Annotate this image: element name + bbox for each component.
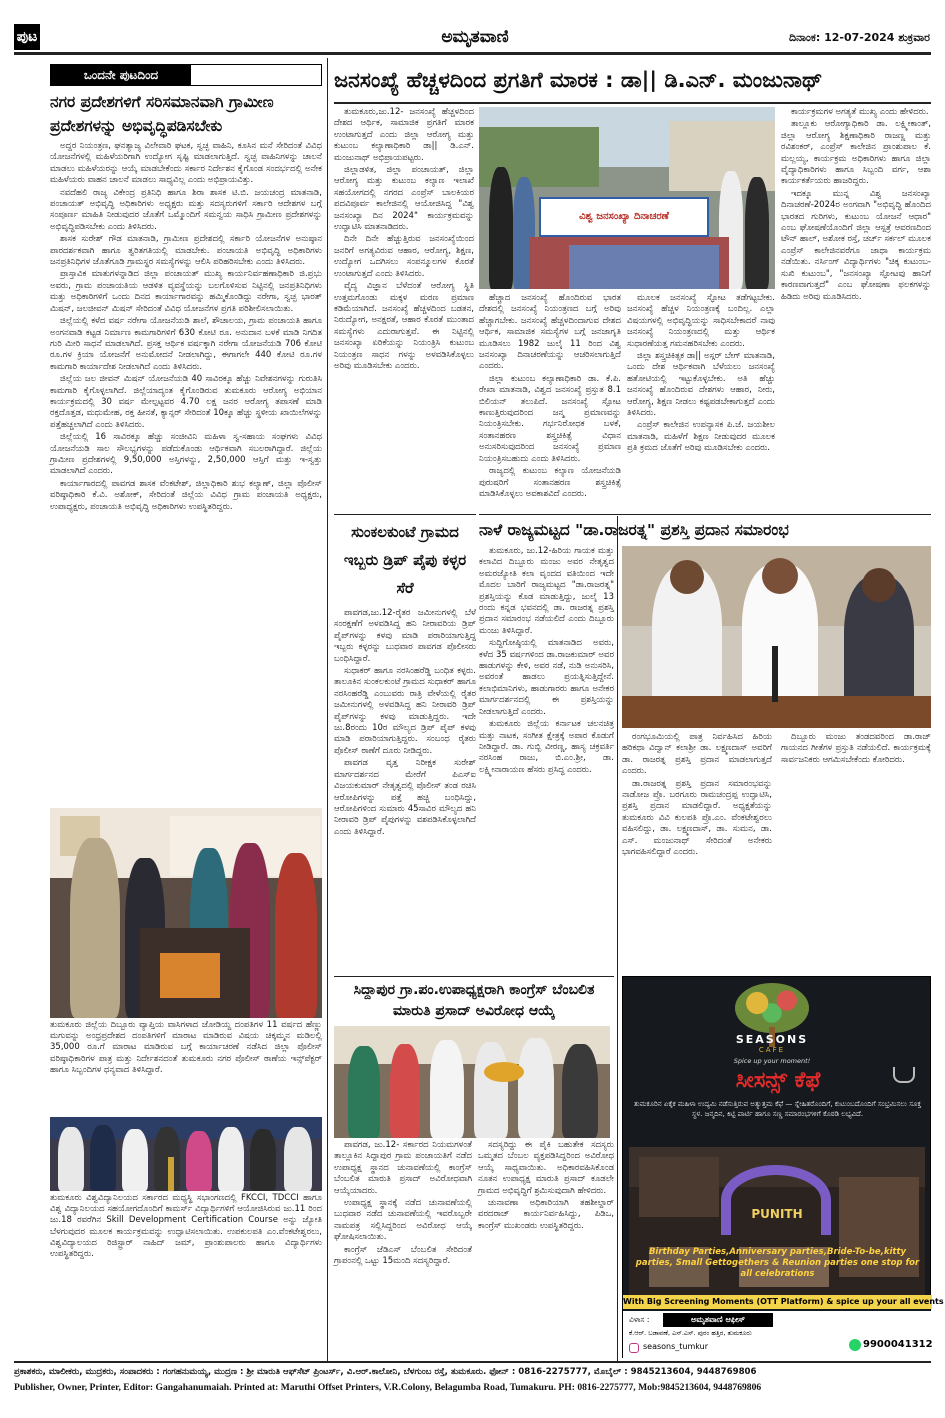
vice-president-felicitation-photo xyxy=(334,1026,610,1138)
population-day-rally-photo xyxy=(479,107,775,289)
ad-address-label: ವಿಳಾಸ : xyxy=(629,1315,650,1324)
ad-name: ಸೀಸನ್ಸ್ ಕೆಫೆ xyxy=(735,1068,821,1093)
footer-rule xyxy=(14,1361,931,1363)
balloon-letters: PUNITH xyxy=(751,1207,803,1221)
skill-course-inauguration-photo xyxy=(50,1117,322,1191)
footer-line-english: Publisher, Owner, Printer, Editor: Gangahanumaiah. Printed at: Maruthi Offset Printers, V.R.Colony, Belagumba Road, Tumakuru. PH: 0816-2275777, Mob:9845213604, 9448769806 xyxy=(14,1382,762,1393)
ad-logo-sub: CAFE xyxy=(758,1046,786,1054)
article2-headline: ಜನಸಂಖ್ಯೆ ಹೆಚ್ಚಳದಿಂದ ಪ್ರಗತಿಗೆ ಮಾರಕ : ಡಾ|| ಡಿ.ಎನ್. ಮಂಜುನಾಥ್ xyxy=(334,68,823,92)
ad-offer-text: Birthday Parties,Anniversary parties,Bride-To-be,kitty parties, Small Gettogethers & Reunion parties one stop for all celebrations xyxy=(635,1247,920,1279)
page-label: ಪುಟ 4 xyxy=(14,24,40,50)
article5-body-left: ಪಾವಗಡ, ಜು.12- ಸರ್ಕಾರದ ನಿಯಮಗಳಂತೆ ತಾಲ್ಲೂಕಿನ ಸಿದ್ದಾಪುರ ಗ್ರಾಮ ಪಂಚಾಯತಿಗೆ ನಡೆದ ಉಪಾಧ್ಯಕ್ಷ ಸ್ಥಾನದ ಚುನಾವಣೆಯಲ್ಲಿ ಕಾಂಗ್ರೆಸ್ ಬೆಂಬಲಿತ ಮಾರುತಿ ಪ್ರಸಾದ್ ಅವಿರೋಧವಾಗಿ ಆಯ್ಕೆಯಾದರು. ಉಪಾಧ್ಯಕ್ಷ ಸ್ಥಾನಕ್ಕೆ ನಡೆದ ಚುನಾವಣೆಯಲ್ಲಿ ಬುಧವಾರ ನಡೆದ ಚುನಾವಣೆಯಲ್ಲಿ ಇವರೊಬ್ಬರೇ ನಾಮಪತ್ರ ಸಲ್ಲಿಸಿದ್ದರಿಂದ ಅವಿರೋಧ ಆಯ್ಕೆ ಘೋಷಿಸಲಾಯಿತು. ಕಾಂಗ್ರೆಸ್ ಜೆಡಿಎಸ್ ಬೆಂಬಲಿತ ಸೇರಿದಂತೆ ಗ್ರಾಪಂನಲ್ಲಿ ಒಟ್ಟು 15ಮಂದಿ ಸದಸ್ಯರಿದ್ದಾರೆ. xyxy=(334,1140,472,1267)
section-rule xyxy=(334,514,476,515)
article5-body-right: ಸದಸ್ಯರಿದ್ದು ಈ ಪೈಕಿ ಬಹುತೇಕ ಸದಸ್ಯರು ಒಮ್ಮತದ ಬೆಂಬಲ ವ್ಯಕ್ತಪಡಿಸಿದ್ದರಿಂದ ಅವಿರೋಧ ಆಯ್ಕೆ ಸಾಧ್ಯವಾಯಿತು. ಅಧಿಕಾರವಹಿಸಿಕೊಂಡ ನೂತನ ಉಪಾಧ್ಯಕ್ಷ ಮಾರುತಿ ಪ್ರಸಾದ್ ಕೂಡಲೇ ಗ್ರಾಮದ ಅಭಿವೃದ್ಧಿಗೆ ಶ್ರಮಿಸುವುದಾಗಿ ಹೇಳಿದರು. ಚುನಾವಣಾ ಅಧಿಕಾರಿಯಾಗಿ ತಹಶೀಲ್ದಾರ್ ವರದರಾಜ್ ಕಾರ್ಯನಿರ್ವಹಿಸಿದ್ದು, ಪಿಡಿಒ, ಕಾಂಗ್ರೆಸ್ ಮುಖಂಡರು ಉಪಸ್ಥಿತರಿದ್ದರು. xyxy=(478,1140,614,1231)
article2-body-right: ಮೂಲಕ ಜನಸಂಖ್ಯೆ ಸ್ಫೋಟ ತಡೆಗಟ್ಟಬೇಕು. ಜನಸಂಖ್ಯೆ ಹೆಚ್ಚಳ ನಿಯಂತ್ರಣಕ್ಕೆ ಬಂದಿಲ್ಲ. ಎಲ್ಲಾ ವಿಷಯಗಳಲ್ಲಿ ಅಭಿವೃದ್ಧಿಯನ್ನು ಸಾಧಿಸಬೇಕಾದರೆ ನಾವು ಜನಸಂಖ್ಯೆ ನಿಯಂತ್ರಣದಲ್ಲಿ ಮತ್ತು ಆರ್ಥಿಕ ಸುಧಾರಣೆಯತ್ತ ಗಮನಹರಿಸಬೇಕು ಎಂದರು. ಜಿಲ್ಲಾ ಶಸ್ತ್ರಚಿಕಿತ್ಸಕ ಡಾ|| ಅಸ್ಗರ್ ಬೇಗ್ ಮಾತನಾಡಿ, ಒಂದು ದೇಶ ಆರ್ಥಿಕವಾಗಿ ಬೆಳೆಯಲು ಜನಸಂಖ್ಯೆ ಹತೋಟಿಯಲ್ಲಿ ಇಟ್ಟುಕೊಳ್ಳಬೇಕು. ಅತಿ ಹೆಚ್ಚು ಜನಸಂಖ್ಯೆ ಹೊಂದಿರುವ ದೇಶಗಳು ಆಹಾರ, ನೀರು, ಆರೋಗ್ಯ, ಶಿಕ್ಷಣ ನೀಡಲು ಕಷ್ಟಪಡಬೇಕಾಗುತ್ತದೆ ಎಂದು ತಿಳಿಸಿದರು. ಎಂಪ್ರೆಸ್ ಕಾಲೇಜಿನ ಉಪನ್ಯಾಸಕ ಪಿ.ಜೆ. ಜಯಶೀಲ ಮಾತನಾಡಿ, ಮಹಿಳೆಗೆ ಶಿಕ್ಷಣ ನೀಡುವುದರ ಮೂಲಕ ಪ್ರತಿ ಕ್ರಮದ ಜೊತೆಗೆ ಅರಿವು ಮೂಡಿಸಬೇಕು ಎಂದರು. xyxy=(627,293,775,454)
article4-body-right: ದಿಬ್ಬೂರು ಮಂಜು ತಂಡದವರಿಂದ ಡಾ.ರಾಜ್ ಗಾಯನದ ಗೀತೆಗಳ ಪ್ರಸ್ತುತಿ ನಡೆಯಲಿದೆ. ಕಾರ್ಯಕ್ರಮಕ್ಕೆ ಸಾರ್ವಜನಿಕರು ಆಗಮಿಸಬೇಕೆಂದು ಕೋರಿದರು. xyxy=(781,732,931,765)
ad-address-line: ಕೆ.ಆರ್. ಬಡಾವಣೆ, ಎಸ್.ಎಸ್. ಪುರಂ ಹತ್ತಿರ, ತುಮಕೂರು xyxy=(629,1329,752,1337)
paper-name: ಅಮೃತವಾಣಿ xyxy=(441,27,509,47)
article2-body-mid: ಹೆಚ್ಚಾದ ಜನಸಂಖ್ಯೆ ಹೊಂದಿರುವ ಭಾರತ ದೇಶದಲ್ಲಿ ಜನಸಂಖ್ಯೆ ನಿಯಂತ್ರಣದ ಬಗ್ಗೆ ಅರಿವು ಹೆಚ್ಚಾಗಬೇಕು. ಜನಸಂಖ್ಯೆ ಹೆಚ್ಚಳದಿಂದಾಗುವ ದೇಶದ ಆರ್ಥಿಕ, ಸಾಮಾಜಿಕ ಸಮಸ್ಯೆಗಳ ಬಗ್ಗೆ ಜನಜಾಗೃತಿ ಮೂಡಿಸಲು 1982 ಜುಲೈ 11 ರಿಂದ ವಿಶ್ವ ಜನಸಂಖ್ಯಾ ದಿನಾಚರಣೆಯನ್ನು ಆಚರಿಸಲಾಗುತ್ತಿದೆ ಎಂದರು. ಜಿಲ್ಲಾ ಕುಟುಂಬ ಕಲ್ಯಾಣಾಧಿಕಾರಿ ಡಾ. ಕೆ.ಪಿ. ರೇಖಾ ಮಾತನಾಡಿ, ವಿಶ್ವದ ಜನಸಂಖ್ಯೆ ಪ್ರಸ್ತುತ 8.1 ಬಿಲಿಯನ್ ತಲುಪಿದೆ. ಜನಸಂಖ್ಯೆ ಸ್ಫೋಟ ಕಾಣುತ್ತಿರುವುದರಿಂದ ಜನ್ಮ ಪ್ರಮಾಣವನ್ನು ನಿಯಂತ್ರಿಸಬೇಕು. ಗರ್ಭನಿರೋಧಕ ಬಳಕೆ, ಸಂತಾನಹರಣ ಶಸ್ತ್ರಚಿಕಿತ್ಸೆ ವಿಧಾನ ಅನುಸರಿಸುವುದರಿಂದ ಜನಸಂಖ್ಯೆ ಪ್ರಮಾಣ ನಿಯಂತ್ರಿಸಬಹುದು ಎಂದು ತಿಳಿಸಿದರು. ರಾಜ್ಯದಲ್ಲಿ ಕುಟುಂಬ ಕಲ್ಯಾಣ ಯೋಜನೆಯಡಿ ಪುರುಷರಿಗೆ ಸಂತಾನಹರಣ ಶಸ್ತ್ರಚಿಕಿತ್ಸೆ ಮಾಡಿಸಿಕೊಳ್ಳಲು ಅವಕಾಶವಿದೆ ಎಂದರು. xyxy=(479,293,621,499)
section-rule xyxy=(334,976,614,977)
article2-body-far-right: ಕಾರ್ಯಕ್ರಮಗಳ ಅಗತ್ಯತೆ ಮುಖ್ಯ ಎಂದು ಹೇಳಿದರು. ತಾಲ್ಲೂಕು ಆರೋಗ್ಯಾಧಿಕಾರಿ ಡಾ. ಲಕ್ಷ್ಮೀಕಾಂತ್, ಜಿಲ್ಲಾ ಆರೋಗ್ಯ ಶಿಕ್ಷಣಾಧಿಕಾರಿ ರಾಜಣ್ಣ ಮತ್ತು ರವಿಶಂಕರ್, ಎಂಪ್ರೆಸ್ ಕಾಲೇಜಿನ ಪ್ರಾಂಶುಪಾಲ ಕೆ. ಮಲ್ಲಯ್ಯ, ಕಾರ್ಯಕ್ರಮ ಅಧಿಕಾರಿಗಳು ಹಾಗೂ ಜಿಲ್ಲಾ ವೈದ್ಯಾಧಿಕಾರಿಗಳು ಹಾಗೂ ಸಿಬ್ಬಂದಿ ವರ್ಗ, ಆಶಾ ಕಾರ್ಯಕರ್ತೆಯರು ಹಾಜರಿದ್ದರು. ಇದಕ್ಕೂ ಮುನ್ನ ವಿಶ್ವ ಜನಸಂಖ್ಯಾ ದಿನಾಚರಣೆ-2024ರ ಅಂಗವಾಗಿ "ಅಭಿವೃದ್ಧಿ ಹೊಂದಿದ ಭಾರತದ ಗುರಿಗಳು, ಕುಟುಂಬ ಯೋಜನೆ ಆಧಾರ" ಎಂಬ ಘೋಷಣೆಯೊಂದಿಗೆ ಜಿಲ್ಲಾ ಆಸ್ಪತ್ರೆ ಆವರಣದಿಂದ ಟೌನ್ ಹಾಲ್, ಅಶೋಕ ರಸ್ತೆ, ಚರ್ಚ್ ಸರ್ಕಲ್ ಮೂಲಕ ಎಂಪ್ರೆಸ್ ಕಾಲೇಜಿನವರೆಗೂ ಜಾಥಾ ಕಾರ್ಯಕ್ರಮ ನಡೆಯಿತು. ನರ್ಸಿಂಗ್ ವಿದ್ಯಾರ್ಥಿಗಳು "ಚಿಕ್ಕ ಕುಟುಂಬ-ಸುಖಿ ಕುಟುಂಬ", "ಜನಸಂಖ್ಯಾ ಸ್ಫೋಟವು ಹಾನಿಗೆ ಕಾರಣವಾಗುತ್ತದೆ" ಎಂಬ ಘೋಷಣಾ ಫಲಕಗಳನ್ನು ಹಿಡಿದು ಅರಿವು ಮೂಡಿಸಿದರು. xyxy=(781,107,931,302)
ad-tagline: Spice up your moment! xyxy=(733,1057,811,1065)
masthead xyxy=(0,0,945,71)
seasons-cafe-ad xyxy=(622,976,944,1358)
column-divider xyxy=(617,516,618,1361)
section-label: ಒಂದನೇ ಪುಟದಿಂದ xyxy=(50,64,322,86)
footer-line-kannada: ಪ್ರಕಾಶಕರು, ಮಾಲೀಕರು, ಮುದ್ರಕರು, ಸಂಪಾದಕರು : ಗಂಗಹನುಮಯ್ಯ, ಮುದ್ರಣ : ಶ್ರೀ ಮಾರುತಿ ಆಫ್‌ಸೆಟ್ ಪ್ರಿಂಟರ್ಸ್, ವಿ.ಆರ್.ಕಾಲೋನಿ, ಬೆಳಗುಂಬ ರಸ್ತೆ, ತುಮಕೂರು. ಫೋನ್ : 0816-2275777, ಮೊಬೈಲ್ : 9845213604, 9448769806 xyxy=(14,1367,757,1377)
article3-body: ಪಾವಗಡ,ಜು.12-ರೈತರ ಜಮೀನುಗಳಲ್ಲಿ ಬೆಳೆ ಸಂರಕ್ಷಣೆಗೆ ಅಳವಡಿಸಿದ್ದ ಹನಿ ನೀರಾವರಿಯ ಡ್ರಿಪ್ ಪೈಪ್‌ಗಳನ್ನು ಕಳವು ಮಾಡಿ ಪರಾರಿಯಾಗುತ್ತಿದ್ದ ಇಬ್ಬರು ಕಳ್ಳರನ್ನು ಬುಧವಾರ ಪಾವಗಡ ಪೊಲೀಸರು ಬಂಧಿಸಿದ್ದಾರೆ. ಸುಧಾಕರ್ ಹಾಗೂ ನರಸಿಂಹರೆಡ್ಡಿ ಬಂಧಿತ ಕಳ್ಳರು. ತಾಲೂಕಿನ ಸುಂಕಲಕುಂಟೆ ಗ್ರಾಮದ ಸುಧಾಕರ್ ಹಾಗೂ ನರಸಿಂಹರೆಡ್ಡಿ ಎಂಬುವರು ರಾತ್ರಿ ವೇಳೆಯಲ್ಲಿ ರೈತರ ಜಮೀನುಗಳಲ್ಲಿ ಅಳವಡಿಸಿದ್ದ ಹನಿ ನೀರಾವರಿ ಡ್ರಿಪ್ ಪೈಪ್‌ಗಳನ್ನು ಕಳವು ಮಾಡುತ್ತಿದ್ದರು. ಇದೇ ಜು.8ರಂದು 10ರ ಮೌಲ್ಯದ ಡ್ರಿಪ್ ಪೈಪ್ ಕಳವು ಮಾಡಿ ಪರಾರಿಯಾಗುತ್ತಿದ್ದರು. ಸಂಬಂಧ ರೈತರು ಪೊಲೀಸ್ ಠಾಣೆಗೆ ದೂರು ನೀಡಿದ್ದರು. ಪಾವಗಡ ವೃತ್ತ ನಿರೀಕ್ಷಕ ಸುರೇಶ್ ಮಾರ್ಗದರ್ಶನದ ಮೇರೆಗೆ ಪಿಎಸ್‌ಐ ವಿಜಯಕುಮಾರ್ ನೇತೃತ್ವದಲ್ಲಿ ಪೊಲೀಸ್ ತಂಡ ರಚಿಸಿ ಆರೋಪಿಗಳನ್ನು ಪತ್ತೆ ಹಚ್ಚಿ ಬಂಧಿಸಿದ್ದು, ಆರೋಪಿಗಳಿಂದ ಸುಮಾರು 45ಸಾವಿರ ಮೌಲ್ಯದ ಹನಿ ನೀರಾವರಿ ಡ್ರಿಪ್ ಪೈಪುಗಳನ್ನು ವಶಪಡಿಸಿಕೊಳ್ಳಲಾಗಿದೆ ಎಂದು ತಿಳಿಸಿದ್ದಾರೆ. xyxy=(334,608,476,837)
instagram-icon xyxy=(629,1343,639,1353)
ad-social-handle: seasons_tumkur xyxy=(643,1342,709,1351)
article1-body: ಅದ್ದರ ನಿಯಂತ್ರಣ, ಘನತ್ಯಾಜ್ಯ ವಿಲೇವಾರಿ ಘಟಕ, ಸ್ವಚ್ಛ ವಾಹಿನಿ, ಕೂಸಿನ ಮನೆ ಸೇರಿದಂತೆ ವಿವಿಧ ಯೋಜನೆಗಳಲ್ಲಿ ಮಹಿಳೆಯರಿಗಾಗಿ ಉದ್ಯೋಗ ಸೃಷ್ಟಿ ಮಾಡಲಾಗುತ್ತಿದೆ. ಸ್ವಚ್ಛ ವಾಹಿನಿಗಳನ್ನು ಚಾಲನೆ ಮಾಡಲು ಮಹಿಳೆಯರನ್ನು ಆಯ್ಕೆ ಮಾಡಬೇಕೆಂದು ಸರ್ಕಾರ ನಿರ್ದೇಶನ ಕೈಗೊಂಡ ಸಂದರ್ಭದಲ್ಲಿ ಅನೇಕ ಮಹಿಳೆಯರು ವಾಹನ ಚಾಲನೆ ಮಾಡಲು ಸಾಧ್ಯವಿಲ್ಲ ಎಂದು ಅಭಿಪ್ರಾಯವಿತ್ತು. ನವದೆಹಲಿ ರಾಜ್ಯ ವಿಕೇಂದ್ರ ಪ್ರತಿನಿಧಿ ಹಾಗೂ ಶಿರಾ ಶಾಸಕ ಟಿ.ಬಿ. ಜಯಚಂದ್ರ ಮಾತನಾಡಿ, ಪಂಚಾಯತ್ ಅಭಿವೃದ್ಧಿ ಅಧಿಕಾರಿಗಳು ಅಧ್ಯಕ್ಷರು ಮತ್ತು ಸದಸ್ಯರುಗಳಿಗೆ ಸರ್ಕಾರಿ ಆದೇಶಗಳ ಬಗ್ಗೆ ಸಂಪೂರ್ಣ ಮಾಹಿತಿ ನೀಡುವುದರ ಜೊತೆಗೆ ಒಮ್ಮೊಂದಿಗೆ ಸಮನ್ವಯ ಸಾಧಿಸಿ ಗ್ರಾಮೀಣ ಪ್ರದೇಶಗಳನ್ನು ಅಭಿವೃದ್ಧಿಪಡಿಸಬೇಕು ಎಂದು ತಿಳಿಸಿದರು. ಶಾಸಕ ಸುರೇಶ್ ಗೌಡ ಮಾತನಾಡಿ, ಗ್ರಾಮೀಣ ಪ್ರದೇಶದಲ್ಲಿ ಸರ್ಕಾರಿ ಯೋಜನೆಗಳ ಅನುಷ್ಠಾನ ಪಾರದರ್ಶಕವಾಗಿ ಹಾಗೂ ತ್ವರಿತಗತಿಯಲ್ಲಿ ಮಾಡಬೇಕು. ಪಂಚಾಯತಿ ಅಭಿವೃದ್ಧಿ ಅಧಿಕಾರಿಗಳು ಜನಪ್ರತಿನಿಧಿಗಳ ಜೊತೆಗೂಡಿ ಗ್ರಾಮಸ್ಥರ ಸಮಸ್ಯೆಗಳನ್ನು ಆಲಿಸಿ ಪರಿಹರಿಸಬೇಕು ಎಂದು ತಿಳಿಸಿದರು. ಪ್ರಾಸ್ತಾವಿಕ ಮಾತುಗಳನ್ನಾಡಿದ ಜಿಲ್ಲಾ ಪಂಚಾಯತ್ ಮುಖ್ಯ ಕಾರ್ಯನಿರ್ವಹಣಾಧಿಕಾರಿ ಜಿ.ಪ್ರಭು ಅವರು, ಗ್ರಾಮ ಪಂಚಾಯತಿಯ ಆಡಳಿತ ವ್ಯವಸ್ಥೆಯನ್ನು ಬಲಗೊಳಿಸುವ ನಿಟ್ಟಿನಲ್ಲಿ ಜನಪ್ರತಿನಿಧಿಗಳು ಮತ್ತು ಅಧಿಕಾರಿಗಳಿಗೆ ಒಂದು ದಿನದ ಕಾರ್ಯಾಗಾರವನ್ನು ಹಮ್ಮಿಕೊಂಡಿದ್ದು ನರೇಗಾ, ಸ್ವಚ್ಛ ಭಾರತ್ ಮಿಷನ್, ಜಲಜೀವನ್ ಮಿಷನ್ ಸೇರಿದಂತೆ ವಿವಿಧ ಯೋಜನೆಗಳ ಪ್ರಗತಿ ಪರಿಶೀಲಿಸಲಾಯಿತು. ಜಿಲ್ಲೆಯಲ್ಲಿ ಕಳೆದ ವರ್ಷ ನರೇಗಾ ಯೋಜನೆಯಡಿ ಶಾಲೆ, ಶೌಚಾಲಯ, ಗ್ರಾಮ ಪಂಚಾಯತಿ ಹಾಗೂ ಅಂಗನವಾಡಿ ಕಟ್ಟಡ ನಿರ್ಮಾಣ ಕಾಮಗಾರಿಗಳಿಗೆ 630 ಕೋಟಿ ರೂ. ಅನುದಾನ ಬಳಕೆ ಮಾಡಿ ನಿಗದಿತ ಗುರಿ ಮೀರಿ ಸಾಧನೆ ಮಾಡಲಾಗಿದೆ. ಪ್ರಸಕ್ತ ಆರ್ಥಿಕ ವರ್ಷಕ್ಕಾಗಿ ನರೇಗಾ ಯೋಜನೆಯಡಿ 706 ಕೋಟಿ ರೂ.ಗಳ ಕ್ರಿಯಾ ಯೋಜನೆಗೆ ಅನುಮೋದನೆ ನೀಡಲಾಗಿದ್ದು, ಈಗಾಗಲೇ 440 ಕೋಟಿ ರೂ.ಗಳ ಕಾಮಗಾರಿ ಕಾರ್ಯಾದೇಶ ನೀಡಲಾಗಿದೆ ಎಂದು ತಿಳಿಸಿದರು. ಜಿಲ್ಲೆಯ ಜಲ ಜೀವನ್ ಮಿಷನ್ ಯೋಜನೆಯಡಿ 40 ಸಾವಿರಕ್ಕೂ ಹೆಚ್ಚು ನಿವೇಶನಗಳನ್ನು ಗುರುತಿಸಿ ಕಾಮಗಾರಿ ಕೈಗೊಳ್ಳಲಾಗಿದೆ. ಜಿಲ್ಲೆಯಾದ್ಯಂತ ಕೈಗೊಂಡಿರುವ ತುಮಕೂರು ಆರೋಗ್ಯ ಅಭಿಯಾನ ಕಾರ್ಯಕ್ರಮದಲ್ಲಿ 30 ವರ್ಷ ಮೇಲ್ಪಟ್ಟವರ 4.70 ಲಕ್ಷ ಜನರ ಆರೋಗ್ಯ ತಪಾಸಣೆ ಮಾಡಿ ರಕ್ತದೊತ್ತಡ, ಮಧುಮೇಹ, ರಕ್ತ ಹೀನತೆ, ಕ್ಯಾನ್ಸರ್ ಸೇರಿದಂತೆ 10ಕ್ಕೂ ಹೆಚ್ಚು ಸ್ಥಳೀಯ ಖಾಯಿಲೆಗಳನ್ನು ಪತ್ತೆಹಚ್ಚಲಾಗಿದೆ ಎಂದು ತಿಳಿಸಿದರು. ಜಿಲ್ಲೆಯಲ್ಲಿ 16 ಸಾವಿರಕ್ಕೂ ಹೆಚ್ಚು ಸಂಜೀವಿನಿ ಮಹಿಳಾ ಸ್ವ-ಸಹಾಯ ಸಂಘಗಳು ವಿವಿಧ ಯೋಜನೆಯಡಿ ಸಾಲ ಸೌಲಭ್ಯಗಳನ್ನು ಪಡೆದುಕೊಂಡು ಆರ್ಥಿಕವಾಗಿ ಸಬಲರಾಗಿದ್ದಾರೆ. ಜಿಲ್ಲೆಯ ಗ್ರಾಮೀಣ ಪ್ರದೇಶಗಳಲ್ಲಿ 9,50,000 ಅಸ್ತಿಗಳನ್ನು, 2,50,000 ಆಸ್ತಿಗೆ ಮತ್ತು ಇ-ಸ್ವತ್ತು ಮಾಡಲಾಗಿದೆ ಎಂದರು. ಕಾರ್ಯಾಗಾರದಲ್ಲಿ ಪಾವಗಡ ಶಾಸಕ ವೆಂಕಟೇಶ್, ಜಿಲ್ಲಾಧಿಕಾರಿ ಶುಭ ಕಲ್ಯಾಣ್, ಜಿಲ್ಲಾ ಪೊಲೀಸ್ ವರಿಷ್ಠಾಧಿಕಾರಿ ಕೆ.ವಿ. ಅಶೋಕ್, ಸೇರಿದಂತೆ ಜಿಲ್ಲೆಯ ವಿವಿಧ ಗ್ರಾಮ ಪಂಚಾಯತಿ ಅಧ್ಯಕ್ಷರು, ಉಪಾಧ್ಯಕ್ಷರು, ಪಂಚಾಯತಿ ಅಭಿವೃದ್ಧಿ ಅಧಿಕಾರಿಗಳು ಉಪಸ್ಥಿತರಿದ್ದರು. xyxy=(50,141,322,512)
article3-headline: ಸುಂಕಲಕುಂಟೆ ಗ್ರಾಮದ ಇಬ್ಬರು ಡ್ರಿಪ್ ಪೈಪು ಕಳ್ಳರ ಸೆರೆ xyxy=(343,523,467,597)
ad-logo-text: SEASONS xyxy=(735,1033,809,1046)
masthead-rule xyxy=(14,52,931,55)
ad-address-brand: ಅಮೃತವಾಣಿ ಆಫೀಸ್ xyxy=(663,1313,773,1327)
article1-headline: ನಗರ ಪ್ರದೇಶಗಳಿಗೆ ಸರಿಸಮಾನವಾಗಿ ಗ್ರಾಮೀಣ ಪ್ರದೇಶಗಳನ್ನು ಅಭಿವೃದ್ಧಿಪಡಿಸಬೇಕು xyxy=(50,93,274,135)
article2-body-left: ತುಮಕೂರು,ಜು.12- ಜನಸಂಖ್ಯೆ ಹೆಚ್ಚಳದಿಂದ ದೇಶದ ಆರ್ಥಿಕ, ಸಾಮಾಜಿಕ ಪ್ರಗತಿಗೆ ಮಾರಕ ಉಂಟಾಗುತ್ತದೆ ಎಂದು ಜಿಲ್ಲಾ ಆರೋಗ್ಯ ಮತ್ತು ಕುಟುಂಬ ಕಲ್ಯಾಣಾಧಿಕಾರಿ ಡಾ|| ಡಿ.ಎನ್. ಮಂಜುನಾಥ್ ಅಭಿಪ್ರಾಯಪಟ್ಟರು. ಜಿಲ್ಲಾಡಳಿತ, ಜಿಲ್ಲಾ ಪಂಚಾಯತ್, ಜಿಲ್ಲಾ ಆರೋಗ್ಯ ಮತ್ತು ಕುಟುಂಬ ಕಲ್ಯಾಣ ಇಲಾಖೆ ಸಹಯೋಗದಲ್ಲಿ ನಗರದ ಎಂಪ್ರೆಸ್ ಬಾಲಕಿಯರ ಪದವಿಪೂರ್ವ ಕಾಲೇಜಿನಲ್ಲಿ ಆಯೋಜಿಸಿದ್ದ "ವಿಶ್ವ ಜನಸಂಖ್ಯಾ ದಿನ 2024" ಕಾರ್ಯಕ್ರಮವನ್ನು ಉದ್ಘಾಟಿಸಿ ಮಾತನಾಡಿದರು. ದಿನೇ ದಿನೇ ಹೆಚ್ಚುತ್ತಿರುವ ಜನಸಂಖ್ಯೆಯಿಂದ ಜನರಿಗೆ ಅಗತ್ಯವಿರುವ ಆಹಾರ, ಆರೋಗ್ಯ, ಶಿಕ್ಷಣ, ಉದ್ಯೋಗ ಒದಗಿಸಲು ಸಂಪನ್ಮೂಲಗಳ ಕೊರತೆ ಉಂಟಾಗುತ್ತದೆ ಎಂದು ತಿಳಿಸಿದರು. ವೈದ್ಯ ವಿಜ್ಞಾನ ಬೆಳೆದಂತೆ ಆರೋಗ್ಯ ಸ್ಥಿತಿ ಉತ್ತಮಗೊಂಡು ಮಕ್ಕಳ ಮರಣ ಪ್ರಮಾಣ ಕಡಿಮೆಯಾಗಿದೆ. ಜನಸಂಖ್ಯೆ ಹೆಚ್ಚಳದಿಂದ ಬಡತನ, ನಿರುದ್ಯೋಗ, ಅನಕ್ಷರತೆ, ಆಹಾರ ಕೊರತೆ ಮುಂತಾದ ಸಮಸ್ಯೆಗಳು ಎದುರಾಗುತ್ತವೆ. ಈ ನಿಟ್ಟಿನಲ್ಲಿ ಜನಸಂಖ್ಯಾ ಏರಿಕೆಯನ್ನು ನಿಯಂತ್ರಿಸಿ ಕುಟುಂಬ ನಿಯಂತ್ರಣ ಸಾಧನ ಗಳನ್ನು ಅಳವಡಿಸಿಕೊಳ್ಳಲು ಅರಿವು ಮೂಡಿಸಬೇಕು ಎಂದರು. xyxy=(334,107,474,371)
skill-course-caption: ತುಮಕೂರು ವಿಶ್ವವಿದ್ಯಾನಿಲಯದ ಸರ್ಕಾರದ ಮಧ್ಯಸ್ಥಿ ಸಭಾಂಗಣದಲ್ಲಿ FKCCI, TDCCI ಹಾಗೂ ವಿಶ್ವ ವಿದ್ಯಾನಿಲಯದ ಸಹಯೋಗದೊಂದಿಗೆ ಕಾಮರ್ಸ್ ವಿದ್ಯಾರ್ಥಿಗಳಿಗೆ ಆಯೋಜಿಸಿರುವ ಜು.11 ರಿಂದ ಜು.18 ರವರೆಗಿನ Skill Development Certification Course ಅನ್ನು ಜ್ಯೋತಿ ಬೆಳಗುವುದರ ಮೂಲಕ ಕಾರ್ಯಕ್ರಮವನ್ನು ಉದ್ಘಾಟಿಸಲಾಯಿತು. ಉಪಕುಲಪತಿ ಎಂ.ವೆಂಕಟೇಶ್ವರಲು, ವಿಶ್ವವಿದ್ಯಾಲಯದ ರಿಜಿಸ್ಟ್ರಾರ್ ನಾಹಿದ್ ಜಮ್, ಪ್ರಾಂಶುಪಾಲರು ಹಾಗೂ ವಿದ್ಯಾರ್ಥಿಗಳು ಉಪಸ್ಥಿತರಿದ್ದರು. xyxy=(50,1193,322,1260)
article4-body-left: ತುಮಕೂರು, ಜು.12-ಹಿರಿಯ ಗಾಯಕ ಮತ್ತು ಕಲಾವಿದ ದಿಬ್ಬೂರು ಮಂಜು ಅವರ ನೇತೃತ್ವದ ಅಮರಜ್ಯೋತಿ ಕಲಾ ವೃಂದದ ವತಿಯಿಂದ ಇದೇ ಮೊದಲ ಬಾರಿಗೆ ರಾಜ್ಯಮಟ್ಟದ "ಡಾ.ರಾಜರತ್ನ" ಪ್ರಶಸ್ತಿಯನ್ನು ಕೊಡ ಮಾಡುತ್ತಿದ್ದು, ಜುಲೈ 13 ರಂದು ಕನ್ನಡ ಭವನದಲ್ಲಿ ಡಾ. ರಾಜರತ್ನ ಪ್ರಶಸ್ತಿ ಪ್ರದಾನ ಸಮಾರಂಭ ನಡೆಯಲಿದೆ ಎಂದು ದಿಬ್ಬೂರು ಮಂಜು ತಿಳಿಸಿದ್ದಾರೆ. ಸುದ್ದಿಗೋಷ್ಠಿಯಲ್ಲಿ ಮಾತನಾಡಿದ ಅವರು, ಕಳೆದ 35 ವರ್ಷಗಳಿಂದ ಡಾ.ರಾಜಕುಮಾರ್ ಅವರ ಹಾಡುಗಳನ್ನು ಕೇಳಿ, ಅವರ ನಡೆ, ನುಡಿ ಅನುಸರಿಸಿ, ಅವರಂತೆ ಹಾಡಲು ಪ್ರಯತ್ನಿಸುತ್ತಿದ್ದೇನೆ. ಕಲಾಭಿಮಾನಿಗಳು, ಹಾಡುಗಾರರು ಹಾಗೂ ಅನೇಕರ ಮಾರ್ಗದರ್ಶನದಲ್ಲಿ ಈ ಪ್ರಶಸ್ತಿಯನ್ನು ನೀಡಲಾಗುತ್ತಿದೆ ಎಂದರು. ತುಮಕೂರು ಜಿಲ್ಲೆಯ ಕರ್ನಾಟಕ ಚಲನಚಿತ್ರ ಮತ್ತು ನಾಟಕ, ಸಂಗೀತ ಕ್ಷೇತ್ರಕ್ಕೆ ಅಪಾರ ಕೊಡುಗೆ ನೀಡಿದ್ದಾರೆ. ಡಾ. ಗುಬ್ಬಿ ವೀರಣ್ಣ, ಹಾಸ್ಯ ಚಕ್ರವರ್ತಿ ನರಸಿಂಹ ರಾಜು, ಬಿ.ಎಂ.ಶ್ರೀ, ಡಾ. ಲಕ್ಷ್ಮೀನಾರಾಯಣ ಹೆಸರು ಪ್ರಸಿದ್ಧ ಎಂದರು. xyxy=(479,546,614,775)
rally-banner-text: ವಿಶ್ವ ಜನಸಂಖ್ಯಾ ದಿನಾಚರಣೆ xyxy=(579,211,669,222)
police-rescue-caption: ತುಮಕೂರು ಜಿಲ್ಲೆಯ ದಿಬ್ಬೂರು ವ್ಯಾಪ್ತಿಯ ವಾಸಿಗಳಾದ ಜೋಡಿಯ್ದ ದಂಪತಿಗಳ 11 ವರ್ಷದ ಹೆಣ್ಣು ಮಗುವನ್ನು ಅಂಧ್ರಪ್ರದೇಶದ ದಂಪತಿಗಳಿಗೆ ಮಾರಾಟ ಮಾಡಿರುವ ವಿಷಯ ಚಿಕ್ಕಮ್ಮನ ಮಡಿಲಲ್ಲಿ 35,000 ರೂ.ಗೆ ಮಾರಾಟ ಮಾಡಿರುವ ಬಗ್ಗೆ ಕಾರ್ಯಾಚರಣೆ ನಡೆಸಿದ ಜಿಲ್ಲಾ ಪೊಲೀಸ್ ವರಿಷ್ಠಾಧಿಕಾರಿಗಳ ಪಾತ್ರ ಮತ್ತು ನಿರ್ದೇಶನದಂತೆ ತುಮಕೂರು ನಗರ ಪೊಲೀಸ್ ಠಾಣೆಯ ಇನ್ಸ್‌ಪೆಕ್ಟರ್ ಹಾಗೂ ಸಿಬ್ಬಂದಿಗಳ ಧನ್ಯವಾದ ತಿಳಿಸಿದ್ದಾರೆ. xyxy=(50,1020,322,1075)
article5-headline: ಸಿದ್ದಾಪುರ ಗ್ರಾ.ಪಂ.ಉಪಾಧ್ಯಕ್ಷರಾಗಿ ಕಾಂಗ್ರೆಸ್ ಬೆಂಬಲಿತ ಮಾರುತಿ ಪ್ರಸಾದ್ ಅವಿರೋಧ ಆಯ್ಕೆ xyxy=(353,982,595,1019)
ad-phone: 9900041312 xyxy=(863,1339,933,1350)
ad-description: ತುಮಕೂರಿನ ಏಕೈಕ ಮಹಿಳಾ ಉದ್ಯಮಿ ನಡೆಸುತ್ತಿರುವ ಅತ್ಯುತ್ತಮ ಕೆಫೆ — ಸ್ನೇಹಿತರೊಂದಿಗೆ, ಕುಟುಂಬದೊಂದಿಗೆ ಸಂಭ್ರಮಿಸಲು ಸೂಕ್ತ ಸ್ಥಳ. ಜನ್ಮದಿನ, ಕಿಟ್ಟಿ ಪಾರ್ಟಿ ಹಾಗೂ ಸಣ್ಣ ಸಮಾರಂಭಗಳಿಗೆ ಕೊಠಡಿ ಲಭ್ಯವಿದೆ. xyxy=(633,1100,922,1118)
press-conference-photo xyxy=(622,546,931,728)
police-rescue-photo xyxy=(50,808,322,1018)
issue-date: ದಿನಾಂಕ: 12-07-2024 ಶುಕ್ರವಾರ xyxy=(788,31,930,44)
ad-screening-banner: With Big Screening Moments (OTT Platform) & spice up your all events xyxy=(623,1295,932,1309)
article4-headline: ನಾಳೆ ರಾಜ್ಯಮಟ್ಟದ "ಡಾ.ರಾಜರತ್ನ" ಪ್ರಶಸ್ತಿ ಪ್ರದಾನ ಸಮಾರಂಭ xyxy=(479,521,789,539)
column-divider xyxy=(327,58,328,1361)
article4-body-mid: ರಂಗಭೂಮಿಯಲ್ಲಿ ಪಾತ್ರ ನಿರ್ವಹಿಸಿದ ಹಿರಿಯ ಹರಿಕಥಾ ವಿದ್ವಾನ್ ಕಲಾಶ್ರೀ ಡಾ. ಲಕ್ಷ್ಮಣದಾಸ್ ಅವರಿಗೆ ಡಾ. ರಾಜರತ್ನ ಪ್ರಶಸ್ತಿ ಪ್ರದಾನ ಮಾಡಲಾಗುತ್ತದೆ ಎಂದರು. ಡಾ.ರಾಜರತ್ನ ಪ್ರಶಸ್ತಿ ಪ್ರದಾನ ಸಮಾರಂಭವನ್ನು ನಾಡೋಜ ಪ್ರೊ. ಬರಗೂರು ರಾಮಚಂದ್ರಪ್ಪ ಉದ್ಘಾಟಿಸಿ, ಪ್ರಶಸ್ತಿ ಪ್ರದಾನ ಮಾಡಲಿದ್ದಾರೆ. ಅಧ್ಯಕ್ಷತೆಯನ್ನು ತುಮಕೂರು ವಿವಿ ಕುಲಪತಿ ಪ್ರೊ.ಎಂ. ವೆಂಕಟೇಶ್ವರಲು ವಹಿಸಲಿದ್ದು, ಡಾ. ಲಕ್ಷ್ಮಣದಾಸ್, ಡಾ. ಸುಮನ, ಡಾ. ಎಸ್. ಮಂಜುನಾಥ್ ಸೇರಿದಂತೆ ಅನೇಕರು ಭಾಗವಹಿಸಲಿದ್ದಾರೆ ಎಂದರು. xyxy=(622,732,772,858)
section-rule xyxy=(479,514,931,515)
coffee-cup-icon xyxy=(893,1067,915,1083)
whatsapp-icon xyxy=(849,1339,861,1351)
headline-rule xyxy=(334,102,931,104)
